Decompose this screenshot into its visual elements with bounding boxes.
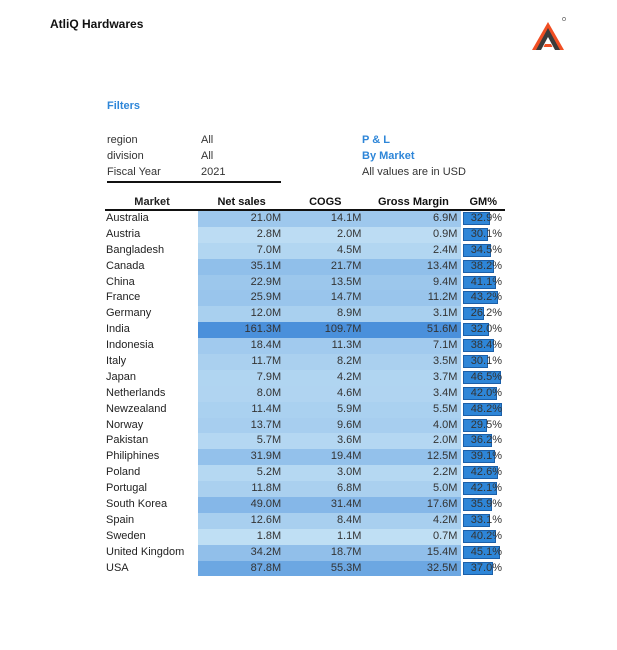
cell-net-sales: 87.8M	[198, 561, 285, 577]
cell-market: China	[106, 275, 135, 288]
cell-gm-pct	[461, 290, 505, 306]
gm-pct-value: 32.0%	[470, 323, 502, 336]
cell-gm-pct	[461, 497, 505, 513]
table-row[interactable]	[105, 338, 505, 354]
cell-gm-pct	[461, 386, 505, 402]
cell-net-sales: 13.7M	[198, 418, 285, 434]
cell-net-sales: 5.7M	[198, 433, 285, 449]
cell-gross-margin: 3.7M	[365, 370, 461, 386]
cell-market: Poland	[106, 466, 141, 479]
gm-pct-value: 26.2%	[470, 307, 502, 320]
cell-cogs: 8.9M	[285, 306, 365, 322]
table-row[interactable]	[105, 386, 505, 402]
gm-pct-value: 48.2%	[470, 402, 502, 415]
brand-title: AtliQ Hardwares	[50, 17, 144, 31]
cell-gm-pct	[461, 275, 505, 291]
filter-region[interactable]	[107, 132, 281, 148]
table-row[interactable]	[105, 497, 505, 513]
cell-net-sales: 22.9M	[198, 275, 285, 291]
cell-net-sales: 35.1M	[198, 259, 285, 275]
table-row[interactable]	[105, 449, 505, 465]
cell-gross-margin: 3.5M	[365, 354, 461, 370]
filter-division[interactable]	[107, 148, 281, 164]
cell-market: Philiphines	[106, 450, 160, 463]
cell-gross-margin: 0.7M	[365, 529, 461, 545]
cell-cogs: 13.5M	[285, 275, 365, 291]
cell-gm-pct	[461, 402, 505, 418]
cell-cogs: 8.4M	[285, 513, 365, 529]
table-row[interactable]	[105, 243, 505, 259]
table-row[interactable]	[105, 418, 505, 434]
gm-pct-value: 30.1%	[470, 227, 502, 240]
filter-value[interactable]: All	[201, 150, 214, 162]
pl-title: P & L	[362, 134, 390, 146]
gm-pct-value: 42.1%	[470, 482, 502, 495]
table-row[interactable]	[105, 433, 505, 449]
cell-cogs: 31.4M	[285, 497, 365, 513]
cell-market: Netherlands	[106, 386, 166, 399]
cell-gm-pct	[461, 561, 505, 577]
cell-net-sales: 11.7M	[198, 354, 285, 370]
cell-gross-margin: 3.4M	[365, 386, 461, 402]
cell-gross-margin: 7.1M	[365, 338, 461, 354]
cell-gross-margin: 32.5M	[365, 561, 461, 577]
cell-net-sales: 7.0M	[198, 243, 285, 259]
cell-cogs: 109.7M	[285, 322, 365, 338]
cell-gm-pct	[461, 306, 505, 322]
cell-gm-pct	[461, 513, 505, 529]
table-row[interactable]	[105, 322, 505, 338]
cell-cogs: 4.6M	[285, 386, 365, 402]
cell-net-sales: 161.3M	[198, 322, 285, 338]
cell-net-sales: 49.0M	[198, 497, 285, 513]
table-row[interactable]	[105, 545, 505, 561]
cell-market: United Kingdom	[106, 545, 185, 558]
cell-gm-pct	[461, 545, 505, 561]
cell-gross-margin: 15.4M	[365, 545, 461, 561]
header-gm-pct[interactable]: GM%	[469, 196, 497, 208]
filters-panel	[107, 132, 281, 183]
cell-gross-margin: 9.4M	[365, 275, 461, 291]
table-row[interactable]	[105, 402, 505, 418]
cell-market: South Korea	[106, 498, 168, 511]
gm-pct-value: 29.5%	[470, 418, 502, 431]
cell-market: India	[106, 323, 130, 336]
gm-pct-value: 37.0%	[470, 561, 502, 574]
cell-gm-pct	[461, 465, 505, 481]
cell-cogs: 21.7M	[285, 259, 365, 275]
filter-label: region	[107, 134, 138, 146]
cell-gross-margin: 3.1M	[365, 306, 461, 322]
pl-subtitle: By Market	[362, 150, 415, 162]
cell-net-sales: 11.8M	[198, 481, 285, 497]
cell-cogs: 55.3M	[285, 561, 365, 577]
cell-gm-pct	[461, 529, 505, 545]
pl-header	[362, 132, 466, 180]
pl-table	[105, 195, 505, 576]
atliq-logo-icon	[528, 16, 568, 54]
cell-gross-margin: 12.5M	[365, 449, 461, 465]
table-row[interactable]	[105, 306, 505, 322]
table-row[interactable]	[105, 465, 505, 481]
table-row[interactable]	[105, 290, 505, 306]
cell-cogs: 2.0M	[285, 227, 365, 243]
cell-cogs: 18.7M	[285, 545, 365, 561]
cell-market: Sweden	[106, 529, 146, 542]
cell-net-sales: 2.8M	[198, 227, 285, 243]
table-row[interactable]	[105, 259, 505, 275]
cell-gross-margin: 2.4M	[365, 243, 461, 259]
cell-gm-pct	[461, 227, 505, 243]
gm-pct-value: 43.2%	[470, 291, 502, 304]
cell-cogs: 4.5M	[285, 243, 365, 259]
cell-market: Bangladesh	[106, 243, 165, 256]
filters-divider	[107, 181, 281, 183]
gm-pct-value: 38.2%	[470, 259, 502, 272]
cell-cogs: 4.2M	[285, 370, 365, 386]
header-market[interactable]: Market	[134, 196, 170, 208]
cell-gm-pct	[461, 259, 505, 275]
cell-gm-pct	[461, 433, 505, 449]
gm-pct-value: 46.5%	[470, 370, 502, 383]
cell-market: Austria	[106, 227, 141, 240]
cell-gm-pct	[461, 449, 505, 465]
table-row[interactable]	[105, 561, 505, 577]
table-header	[105, 195, 505, 211]
cell-cogs: 6.8M	[285, 481, 365, 497]
cell-market: Pakistan	[106, 434, 149, 447]
cell-market: Newzealand	[106, 402, 167, 415]
cell-net-sales: 21.0M	[198, 211, 285, 227]
table-row[interactable]	[105, 211, 505, 227]
cell-net-sales: 34.2M	[198, 545, 285, 561]
cell-net-sales: 31.9M	[198, 449, 285, 465]
header-net-sales[interactable]: Net sales	[217, 196, 266, 208]
cell-cogs: 8.2M	[285, 354, 365, 370]
cell-cogs: 14.1M	[285, 211, 365, 227]
gm-pct-value: 36.2%	[470, 434, 502, 447]
filter-label: division	[107, 150, 144, 162]
cell-gm-pct	[461, 243, 505, 259]
cell-market: Germany	[106, 307, 152, 320]
cell-gm-pct	[461, 370, 505, 386]
cell-market: Australia	[106, 212, 149, 224]
table-row[interactable]	[105, 275, 505, 291]
cell-market: Japan	[106, 370, 136, 383]
gm-pct-value: 33.1%	[470, 513, 502, 526]
cell-market: Portugal	[106, 482, 147, 495]
pl-note: All values are in USD	[362, 166, 466, 178]
cell-market: Canada	[106, 259, 145, 272]
cell-gross-margin: 13.4M	[365, 259, 461, 275]
cell-cogs: 9.6M	[285, 418, 365, 434]
cell-cogs: 14.7M	[285, 290, 365, 306]
gm-pct-value: 41.1%	[470, 275, 502, 288]
cell-market: Spain	[106, 513, 135, 526]
filter-value[interactable]: 2021	[201, 166, 226, 178]
cell-gross-margin: 2.2M	[365, 465, 461, 481]
gm-pct-value: 34.5%	[470, 243, 502, 256]
filter-fiscal-year[interactable]	[107, 164, 281, 180]
gm-pct-value: 45.1%	[470, 545, 502, 558]
cell-cogs: 19.4M	[285, 449, 365, 465]
cell-gm-pct	[461, 481, 505, 497]
cell-gm-pct	[461, 211, 505, 227]
cell-market: USA	[106, 561, 129, 574]
cell-net-sales: 11.4M	[198, 402, 285, 418]
cell-cogs: 11.3M	[285, 338, 365, 354]
gm-pct-value: 35.9%	[470, 498, 502, 511]
header-gross-margin[interactable]: Gross Margin	[377, 196, 449, 208]
cell-gross-margin: 4.0M	[365, 418, 461, 434]
cell-net-sales: 1.8M	[198, 529, 285, 545]
cell-cogs: 1.1M	[285, 529, 365, 545]
gm-pct-value: 40.2%	[470, 529, 502, 542]
cell-cogs: 5.9M	[285, 402, 365, 418]
cell-market: France	[106, 291, 141, 304]
cell-market: Indonesia	[106, 339, 154, 352]
filter-label: Fiscal Year	[107, 166, 161, 178]
table-row[interactable]	[105, 529, 505, 545]
cell-gross-margin: 17.6M	[365, 497, 461, 513]
filters-heading: Filters	[107, 100, 141, 112]
cell-net-sales: 18.4M	[198, 338, 285, 354]
gm-pct-value: 39.1%	[470, 450, 502, 463]
gm-pct-value: 38.4%	[470, 339, 502, 352]
gm-pct-value: 30.1%	[470, 355, 502, 368]
cell-net-sales: 8.0M	[198, 386, 285, 402]
table-body	[105, 211, 505, 576]
cell-gross-margin: 51.6M	[365, 322, 461, 338]
cell-gross-margin: 11.2M	[365, 290, 461, 306]
header-cogs[interactable]: COGS	[309, 196, 342, 208]
cell-gross-margin: 5.0M	[365, 481, 461, 497]
cell-gm-pct	[461, 322, 505, 338]
cell-net-sales: 12.6M	[198, 513, 285, 529]
gm-pct-value: 42.6%	[470, 466, 502, 479]
cell-net-sales: 5.2M	[198, 465, 285, 481]
table-row[interactable]	[105, 513, 505, 529]
cell-gross-margin: 2.0M	[365, 433, 461, 449]
filter-value[interactable]: All	[201, 134, 214, 146]
cell-gross-margin: 0.9M	[365, 227, 461, 243]
cell-gm-pct	[461, 354, 505, 370]
cell-net-sales: 7.9M	[198, 370, 285, 386]
cell-gm-pct	[461, 338, 505, 354]
cell-market: Italy	[106, 355, 127, 368]
cell-net-sales: 12.0M	[198, 306, 285, 322]
cell-net-sales: 25.9M	[198, 290, 285, 306]
cell-gm-pct	[461, 418, 505, 434]
cell-gross-margin: 5.5M	[365, 402, 461, 418]
cell-cogs: 3.0M	[285, 465, 365, 481]
cell-gross-margin: 4.2M	[365, 513, 461, 529]
table-row[interactable]	[105, 227, 505, 243]
cell-gross-margin: 6.9M	[365, 211, 461, 227]
table-row[interactable]	[105, 370, 505, 386]
cell-market: Norway	[106, 418, 144, 431]
table-row[interactable]	[105, 481, 505, 497]
cell-cogs: 3.6M	[285, 433, 365, 449]
gm-pct-value: 42.0%	[470, 386, 502, 399]
table-row[interactable]	[105, 354, 505, 370]
gm-pct-value: 32.9%	[470, 212, 502, 224]
